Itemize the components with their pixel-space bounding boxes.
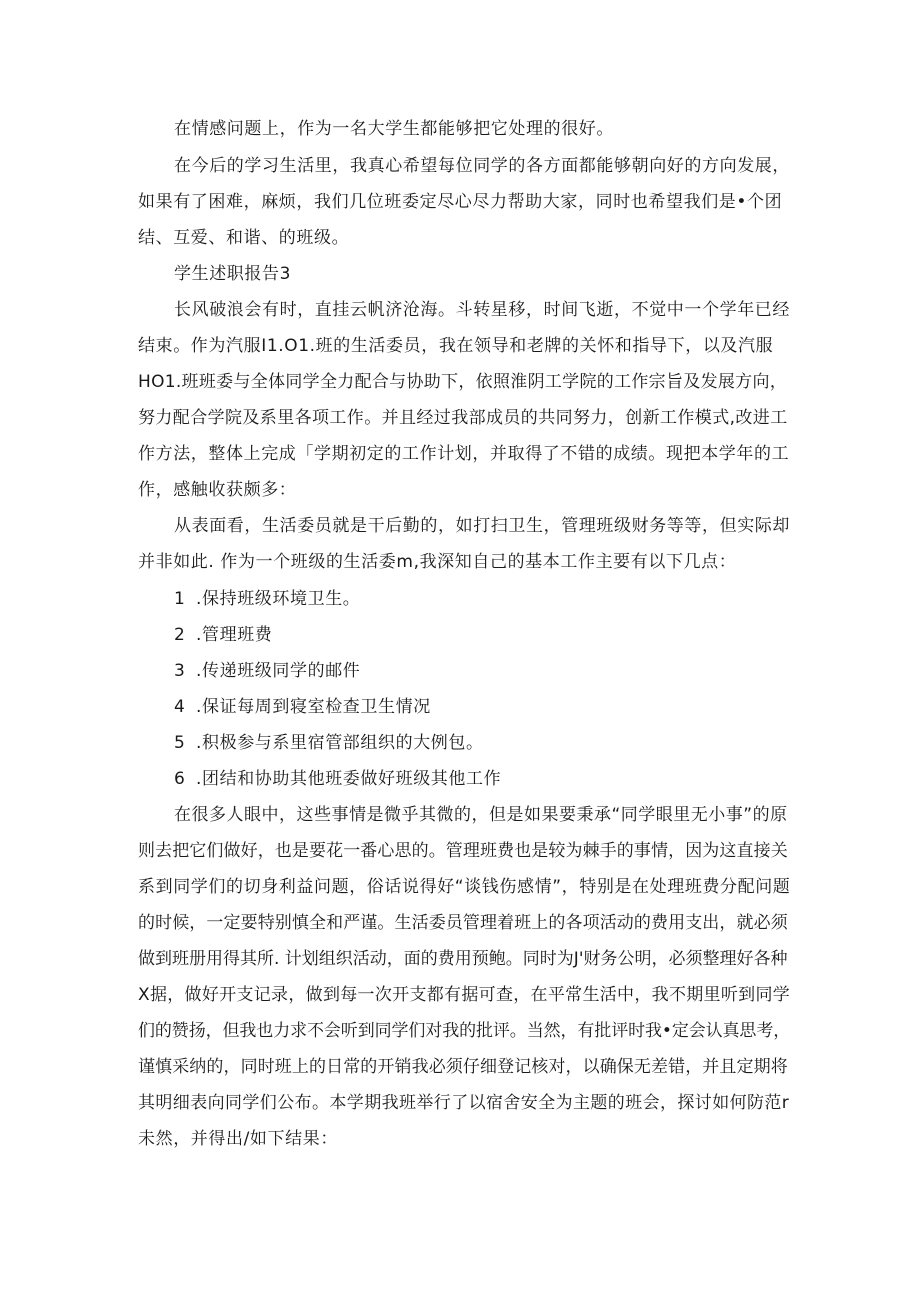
list-item-number: 3 — [174, 661, 186, 681]
paragraph-line: X据，做好开支记录，做到每一次开支都有据可查，在平常生活中，我不期里听到同学 — [138, 985, 791, 1005]
paragraph-line: 如果有了困难，麻烦，我们几位班委定尽心尽力帮助大家，同时也希望我们是•个团 — [138, 192, 783, 212]
list-item-text: .保证每周到寝室检查卫生情况 — [196, 697, 431, 717]
list-item-text: .传递班级同学的邮件 — [196, 661, 361, 681]
paragraph-line: 作方法，整体上完成「学期初定的工作计划，并取得了不错的成绩。现把本学年的工 — [138, 444, 790, 464]
paragraph-line: 作，感触收获颇多： — [138, 480, 297, 500]
list-item-number: 6 — [174, 769, 186, 789]
list-item-text: .保持班级环境卫生。 — [196, 589, 361, 609]
paragraph-line: 谨慎采纳的，同时班上的日常的开销我必须仔细登记核对，以确保无差错，并且定期将 — [138, 1057, 788, 1077]
list-item-number: 5 — [174, 733, 186, 753]
list-item-text: .积极参与系里宿管部组织的大例包。 — [196, 733, 484, 753]
paragraph-line: 从表面看，生活委员就是干后勤的，如打扫卫生，管理班级财务等等，但实际却 — [174, 516, 790, 536]
paragraph-line: 则去把它们做好，也是要花一番心思的。管理班费也是较为棘手的事情，因为这直接关 — [138, 841, 788, 861]
list-item-number: 4 — [174, 697, 186, 717]
paragraph-line: 结束。作为汽服I1.O1.班的生活委员，我在领导和老牌的关怀和指导下，以及汽服 — [138, 336, 774, 356]
list-item-number: 1 — [174, 589, 186, 609]
list-item — [174, 659, 360, 683]
paragraph-line: 长风破浪会有时，直挂云帆济沧海。斗转星移，时间飞逝，不觉中一个学年已经 — [174, 300, 790, 320]
paragraph-line: 未然，并得出/如下结果： — [138, 1129, 338, 1149]
list-item-number: 2 — [174, 625, 186, 645]
list-item — [174, 767, 501, 791]
list-item — [174, 587, 360, 611]
paragraph-line: 在很多人眼中，这些事情是微乎其微的，但是如果要秉承“同学眼里无小事”的原 — [174, 805, 788, 825]
list-item — [174, 623, 272, 647]
list-item-text: .团结和协助其他班委做好班级其他工作 — [196, 769, 502, 789]
paragraph-line: 其明细表向同学们公布。本学期我班举行了以宿舍安全为主题的班会，探讨如何防范r — [138, 1093, 790, 1113]
paragraph-line: 结、互爱、和谐、的班级。 — [138, 228, 350, 248]
paragraph-line: 的时候，一定要特别慎全和严谨。生活委员管理着班上的各项活动的费用支出，就必须 — [138, 913, 788, 933]
paragraph-line: 系到同学们的切身利益问题，俗话说得好“谈钱伤感情”，特别是在处理班费分配问题 — [138, 877, 791, 897]
paragraph-line: 做到班册用得其所. 计划组织活动，面的费用预鲍。同时为J'财务公明，必须整理好各种 — [138, 949, 788, 969]
list-item — [174, 731, 484, 755]
paragraph-line: 并非如此. 作为一个班级的生活委m,我深知自己的基本工作主要有以下几点： — [138, 552, 737, 572]
list-item — [174, 695, 431, 719]
paragraph-line: 努力配合学院及系里各项工作。并且经过我部成员的共同努力，创新工作模式,改进工 — [138, 408, 788, 428]
list-item-text: .管理班费 — [196, 625, 273, 645]
section-heading: 学生述职报告3 — [174, 264, 292, 284]
paragraph-line: 们的赞扬，但我也力求不会听到同学们对我的批评。当然，有批评时我•定会认真思考， — [138, 1021, 791, 1041]
paragraph-line: HO1.班班委与全体同学全力配合与协助下，依照淮阴工学院的工作宗旨及发展方向， — [138, 372, 788, 392]
paragraph-line: 在今后的学习生活里，我真心希望每位同学的各方面都能够朝向好的方向发展， — [174, 156, 790, 176]
paragraph-line: 在情感问题上，作为一名大学生都能够把它处理的很好。 — [174, 119, 614, 139]
